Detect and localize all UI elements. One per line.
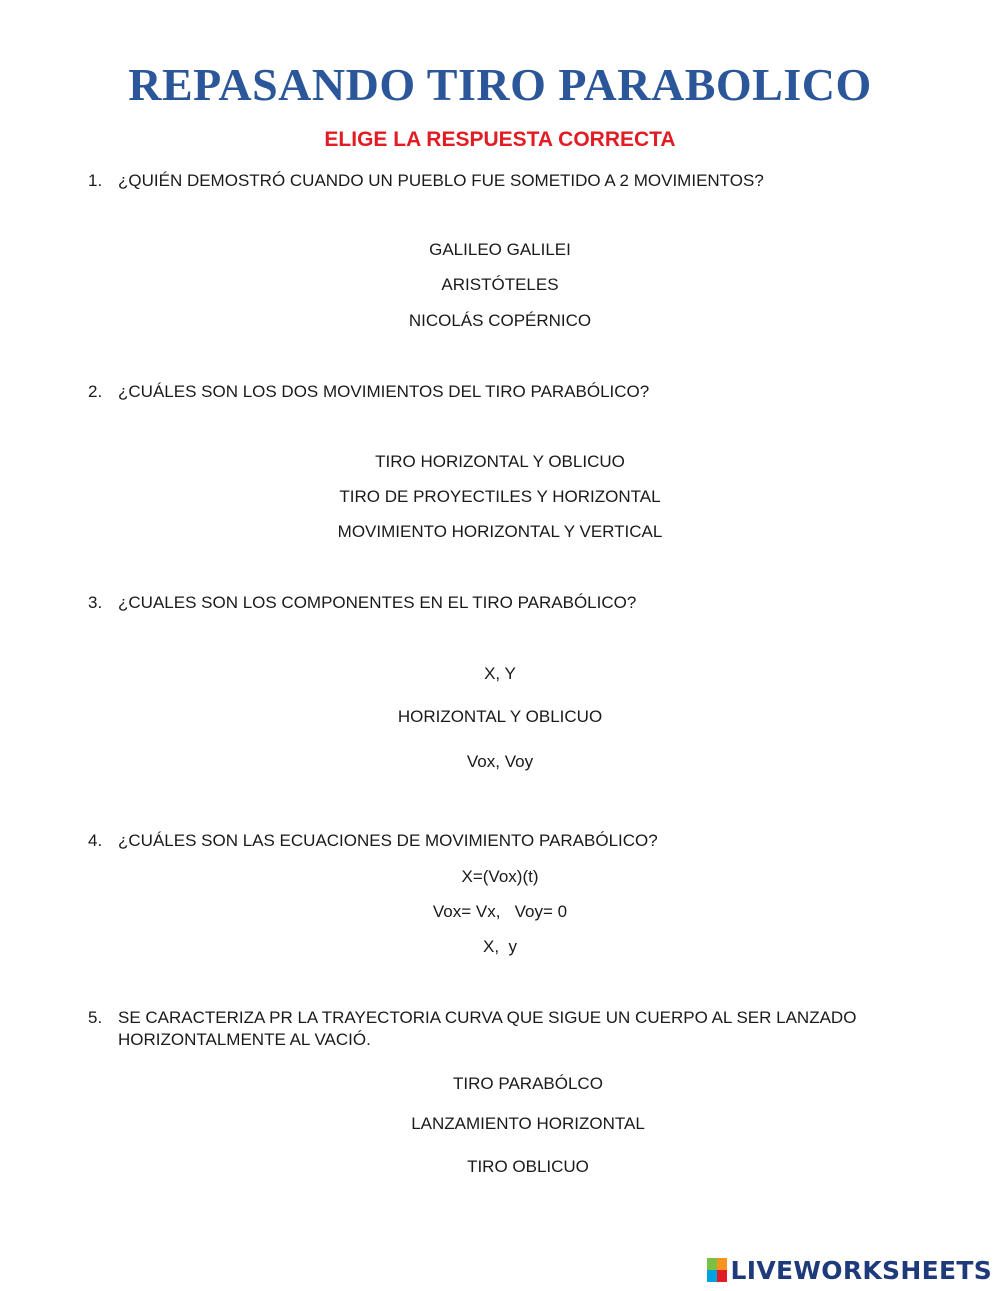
option-x-vox-t[interactable]: X=(Vox)(t) (461, 867, 539, 886)
brand-name: LIVEWORKSHEETS (730, 1255, 992, 1285)
question-text: ¿CUÁLES SON LAS ECUACIONES DE MOVIMIENTO PARABÓLICO? (118, 831, 658, 850)
option-movimiento-horizontal-vertical[interactable]: MOVIMIENTO HORIZONTAL Y VERTICAL (337, 522, 663, 541)
answer-option (0, 901, 1000, 923)
answer-option (0, 486, 1000, 508)
instructions-subtitle: ELIGE LA RESPUESTA CORRECTA (324, 128, 676, 151)
answer-option (0, 751, 1000, 773)
option-tiro-proyectiles-horizontal[interactable]: TIRO DE PROYECTILES Y HORIZONTAL (339, 487, 661, 506)
option-tiro-oblicuo[interactable]: TIRO OBLICUO (467, 1157, 589, 1176)
question-text: ¿CUÁLES SON LOS DOS MOVIMIENTOS DEL TIRO PARABÓLICO? (118, 382, 650, 401)
question-number: 1. (88, 171, 103, 190)
question-number: 2. (88, 382, 103, 401)
liveworksheets-brand (707, 1254, 992, 1286)
question-4 (88, 830, 918, 852)
answer-option (0, 706, 1000, 728)
option-lanzamiento-horizontal[interactable]: LANZAMIENTO HORIZONTAL (411, 1114, 645, 1133)
answer-option (0, 1113, 1000, 1135)
answer-option (0, 866, 1000, 888)
option-vox-vx-voy-0[interactable]: Vox= Vx, Voy= 0 (432, 902, 568, 921)
question-2 (88, 381, 918, 403)
answer-option (0, 239, 1000, 261)
liveworksheets-logo-icon (707, 1258, 727, 1282)
answer-option (0, 521, 1000, 543)
question-5 (88, 1007, 918, 1051)
option-horizontal-oblicuo[interactable]: HORIZONTAL Y OBLICUO (397, 707, 603, 726)
answer-option (0, 1073, 1000, 1095)
answer-option (0, 936, 1000, 958)
question-text: ¿QUIÉN DEMOSTRÓ CUANDO UN PUEBLO FUE SOMETIDO A 2 MOVIMIENTOS? (118, 171, 764, 190)
question-text: SE CARACTERIZA PR LA TRAYECTORIA CURVA QUE SIGUE UN CUERPO AL SER LANZADO HORIZONTALMENTE AL VACIÓ. (118, 1008, 857, 1049)
answer-option (0, 310, 1000, 332)
answer-option (0, 451, 1000, 473)
option-tiro-horizontal-oblicuo[interactable]: TIRO HORIZONTAL Y OBLICUO (375, 452, 625, 471)
question-number: 5. (88, 1008, 103, 1027)
option-aristoteles[interactable]: ARISTÓTELES (441, 275, 559, 294)
option-vox-voy[interactable]: Vox, Voy (466, 752, 534, 771)
question-1 (88, 170, 918, 192)
answer-option (0, 663, 1000, 685)
option-tiro-parabolco[interactable]: TIRO PARABÓLCO (453, 1074, 603, 1093)
option-x-y-lower[interactable]: X, y (482, 937, 517, 956)
question-3 (88, 592, 918, 614)
option-x-y[interactable]: X, Y (484, 664, 516, 683)
question-text: ¿CUALES SON LOS COMPONENTES EN EL TIRO PARABÓLICO? (118, 593, 637, 612)
page-title: REPASANDO TIRO PARABOLICO (128, 59, 872, 110)
answer-option (0, 1156, 1000, 1178)
question-number: 4. (88, 831, 103, 850)
option-galileo[interactable]: GALILEO GALILEI (429, 240, 571, 259)
question-number: 3. (88, 593, 103, 612)
answer-option (0, 274, 1000, 296)
option-copernico[interactable]: NICOLÁS COPÉRNICO (408, 311, 592, 330)
